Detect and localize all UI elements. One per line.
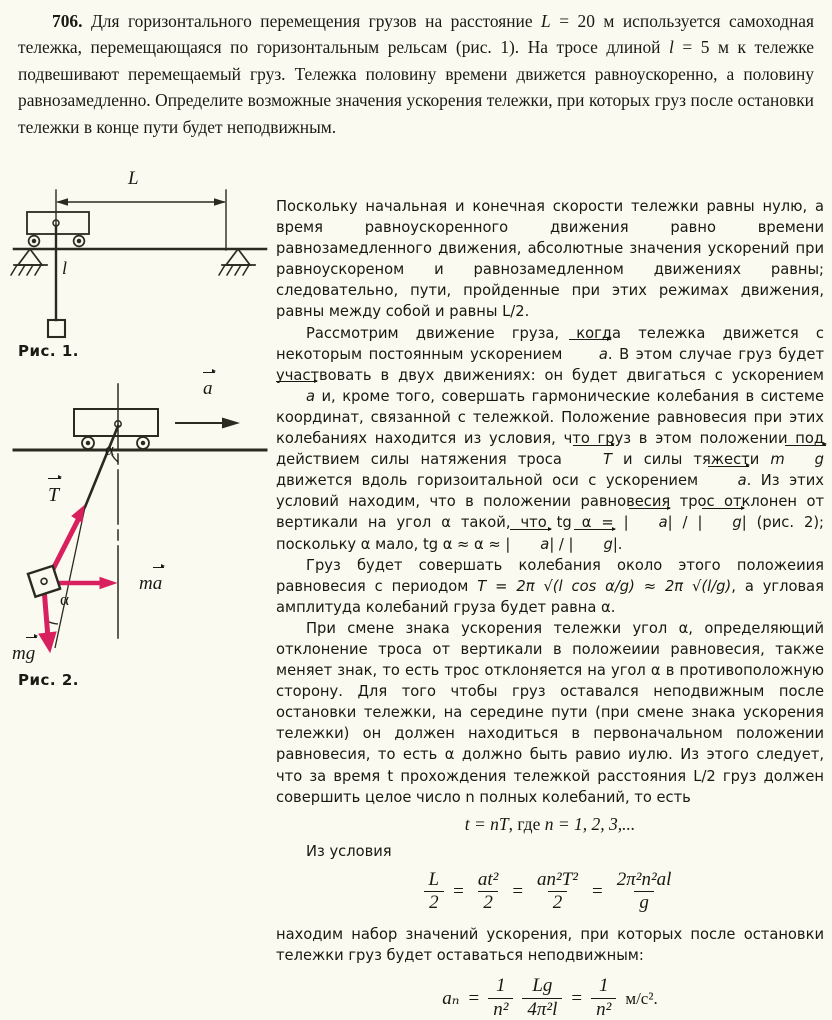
p2-d: и силы тяжести <box>611 451 771 469</box>
frac1-num: L <box>428 868 440 890</box>
p2-c: и, кроме того, совершать гармонические колебания в системе координат, связанной с тележкой. Положение равновесия при этих колебаниях находится из условия, что груз в этом положении под действием силы натяжения троса <box>276 387 824 469</box>
figure-2-weight-label <box>12 643 35 665</box>
frac4-den: g <box>634 891 654 914</box>
mg-m: m <box>770 451 785 469</box>
frac2-num: at² <box>477 868 499 890</box>
vector-a-1: a <box>569 344 608 365</box>
p2-f: . Из этих условий находим, что в положении равновесия трос отклонен от вертикали на угол α такой, что tg α = | <box>276 472 824 532</box>
tension-arrowhead <box>72 506 84 522</box>
answer-fraction-1-over-n2 <box>488 976 513 1020</box>
afrac1-den: n² <box>488 998 513 1020</box>
p2-h: | (рис. 2); поскольку α мало, tg α ≈ α ≈ | <box>276 514 825 553</box>
figure-2-diagram <box>0 376 268 676</box>
figure-2-angle-upper: α <box>105 440 114 459</box>
answer-fraction-1-over-n2-b <box>591 976 616 1020</box>
inertia-arrowhead <box>100 578 116 589</box>
afrac2-den: 4π²l <box>522 998 562 1020</box>
figure-2-caption: Рис. 2. <box>18 671 79 689</box>
problem-text-1: Для горизонтального перемещения грузов на расстояние <box>90 11 542 31</box>
figure-1-diagram <box>0 178 268 343</box>
figure-2-inertia-label <box>139 573 162 595</box>
figure-2-tension-label: T <box>48 484 60 506</box>
p3-a: Груз будет совершать колебания около этого положеиия равновесия с периодом <box>276 556 824 595</box>
period-formula-inline: T = 2π √(l cos α/g) ≈ 2π √(l/g) <box>477 577 732 595</box>
p2-e: движется вдоль горизоитальной оси с ускорением <box>276 472 708 490</box>
p2-i: | / | <box>549 535 574 553</box>
vector-a-3: a <box>708 470 747 491</box>
frac1-den: 2 <box>424 891 444 914</box>
figure-2-load-block <box>28 566 60 597</box>
fraction-at2-over-2 <box>473 870 503 914</box>
formula-t-equals-nT <box>276 814 824 835</box>
p2-a: Рассмотрим движение груза, когда тележка движется с некоторым постоянным ускорением <box>276 324 824 363</box>
dimension-arrow-left <box>56 198 68 206</box>
problem-text-3: = 5 м к тележке подвешивают перемещаемый груз. Тележка половину времени движется равноускоренно, а половину равнозамедленно. Определите возможные значения ускорения тележки, при которых груз после остановки тележки в конце пути будет неподвижным. <box>18 37 814 137</box>
formula-answer <box>276 976 824 1020</box>
equals-2: = <box>512 881 524 903</box>
figure-2-angle-lower: α <box>60 590 69 609</box>
figure-2-accel-label: a <box>203 378 213 399</box>
p2-g: | / | <box>667 514 703 532</box>
symbol-L: L <box>541 11 551 31</box>
equals-1: = <box>453 881 464 903</box>
figure-1-length-label: L <box>128 168 139 189</box>
vector-a-2: a <box>276 386 315 407</box>
weight-arrowhead <box>39 632 56 652</box>
fraction-L-over-2 <box>424 870 445 914</box>
afrac1-num: 1 <box>496 975 506 997</box>
figures-column <box>0 168 268 718</box>
solution-column <box>276 196 824 1020</box>
answer-lhs: aₙ <box>442 987 460 1009</box>
from-condition-text: Из условия <box>306 842 392 860</box>
afrac3-num: 1 <box>598 975 609 997</box>
solution-paragraph-5: находим набор значений ускорения, при которых после остановки тележки груз будет оставаться неподвижным: <box>276 925 824 965</box>
vector-T: T <box>573 449 612 470</box>
p2-j: |. <box>612 535 623 553</box>
vector-a-5: a <box>510 534 549 555</box>
p2-b: . В этом случае груз будет участвовать в двух движениях: он будет двигаться с ускорением <box>276 345 824 384</box>
figure-1-caption: Рис. 1. <box>18 342 79 360</box>
answer-fraction-Lg-over-4pi2l <box>522 976 562 1020</box>
problem-statement <box>18 8 814 140</box>
vector-g: g <box>785 449 824 470</box>
solution-paragraph-4: При смене знака ускорения тележки угол α, определяющий отклонение троса от вертикали в положеиии равновесия, также меняет знак, то есть трос отклоняется на угол α в противоположную сторону. Для того чтобы груз оставался неподвижным после остановки тележки, на середине пути (при смене знака ускорения тележки) он должен находиться в первоначальном положении равновесия, то есть α должно быть равио иулю. Из этого следует, что за время t прохождения тележкой расстояния L/2 груз должен совершить целое число n полных колебаний, то есть <box>276 619 824 806</box>
answer-units: м/с². <box>625 988 658 1008</box>
equals-3: = <box>592 881 603 903</box>
dimension-arrow-right <box>214 198 226 206</box>
formula-t-lhs: t = nT <box>464 813 509 834</box>
vector-a-4: a <box>629 512 668 533</box>
solution-paragraph-3 <box>276 555 824 618</box>
inertia-m: m <box>139 573 153 594</box>
weight-g: g <box>25 643 36 664</box>
solution-paragraph-2 <box>276 323 824 555</box>
fraction-2pi2n2al-over-g <box>612 870 677 914</box>
inertia-a: a <box>152 573 163 594</box>
vector-g-3: g <box>574 534 613 555</box>
formula-t-rhs: n = 1, 2, 3,... <box>544 813 636 834</box>
answer-equals-1: = <box>468 987 480 1009</box>
problem-text-2: = 20 м используется самоходная тележка, перемещающаяся по горизонтальным рельсам (рис. 1). На тросе длиной <box>18 11 814 58</box>
problem-number: 706. <box>52 11 83 31</box>
afrac3-den: n² <box>591 998 616 1020</box>
acceleration-arrowhead <box>222 418 240 429</box>
solution-paragraph-1: Поскольку начальная и конечная скорости тележки равны нулю, а время равноускоренного движения равно времени равнозамедленного движения, абсолютные значения ускорений при равноускореном и равнозамедленном движениях равны; следовательно, пути, пройденные при этих режимах движения, равны между собой и равны L/2. <box>276 198 824 321</box>
weight-m: m <box>12 643 26 664</box>
p3-b: , а угловая амплитуда колебаний груза будет равна α. <box>276 577 824 616</box>
afrac2-num: Lg <box>532 975 553 997</box>
symbol-l: l <box>669 37 674 58</box>
frac3-num: an²T² <box>537 868 579 890</box>
answer-equals-2: = <box>571 987 583 1009</box>
vector-g-2: g <box>702 512 741 533</box>
fraction-an2T2-over-2 <box>532 870 583 914</box>
frac4-num: 2π²n²al <box>616 868 672 890</box>
formula-main-chain <box>276 870 824 914</box>
formula-t-mid: , где <box>508 813 545 834</box>
frac2-den: 2 <box>478 891 498 914</box>
figure-1-rope-label: l <box>62 258 68 278</box>
frac3-den: 2 <box>548 891 568 914</box>
